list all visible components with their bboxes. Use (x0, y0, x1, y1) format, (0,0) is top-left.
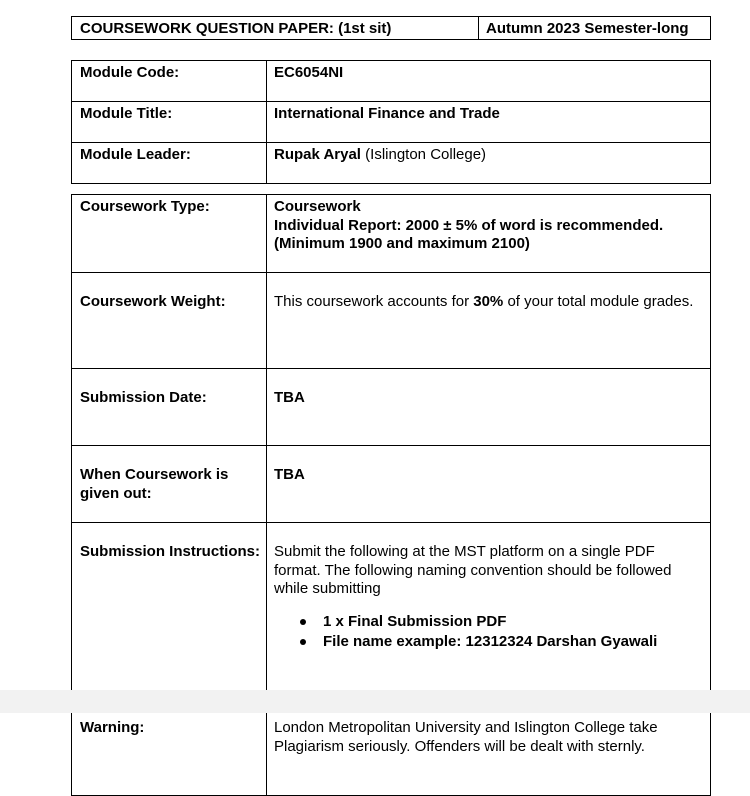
submission-instructions-label: Submission Instructions: (72, 523, 267, 699)
header-table (71, 16, 711, 40)
given-out-label: When Coursework is given out: (72, 446, 267, 523)
submission-date-value: TBA (267, 369, 711, 446)
coursework-type-row (72, 195, 711, 273)
semester-label: Autumn 2023 Semester-long (479, 17, 711, 40)
module-code-label: Module Code: (72, 61, 267, 102)
warning-row (72, 699, 711, 796)
paper-title: COURSEWORK QUESTION PAPER: (1st sit) (72, 17, 479, 40)
submission-items-list (274, 612, 704, 652)
submission-date-row (72, 369, 711, 446)
submission-instructions-value (267, 523, 711, 699)
module-title-value: International Finance and Trade (267, 102, 711, 143)
coursework-type-value: Coursework Individual Report: 2000 ± 5% of word is recommended. (Minimum 1900 and maximum 2100) (267, 195, 711, 273)
module-title-row (72, 102, 711, 143)
submission-instructions-row (72, 523, 711, 699)
module-leader-row (72, 143, 711, 184)
coursework-type-label: Coursework Type: (72, 195, 267, 273)
module-code-value: EC6054NI (267, 61, 711, 102)
given-out-value: TBA (267, 446, 711, 523)
submission-instructions-text: Submit the following at the MST platform on a single PDF format. The following naming convention should be followed while submitting (274, 543, 672, 597)
module-code-row (72, 61, 711, 102)
module-leader-value: Rupak Aryal (Islington College) (267, 143, 711, 184)
module-info-table (71, 60, 711, 184)
submission-date-label: Submission Date: (72, 369, 267, 446)
warning-text: London Metropolitan University and Islington College take Plagiarism seriously. Offenders will be dealt with sternly. (267, 699, 711, 796)
list-item: 1 x Final Submission PDF (323, 612, 704, 632)
page-footer-shade (0, 690, 750, 713)
list-item: File name example: 12312324 Darshan Gyawali (323, 632, 704, 652)
module-leader-label: Module Leader: (72, 143, 267, 184)
coursework-weight-row (72, 273, 711, 369)
module-title-label: Module Title: (72, 102, 267, 143)
warning-label: Warning: (72, 699, 267, 796)
coursework-weight-label: Coursework Weight: (72, 273, 267, 369)
coursework-weight-value: This coursework accounts for 30% of your total module grades. (267, 273, 711, 369)
given-out-row (72, 446, 711, 523)
